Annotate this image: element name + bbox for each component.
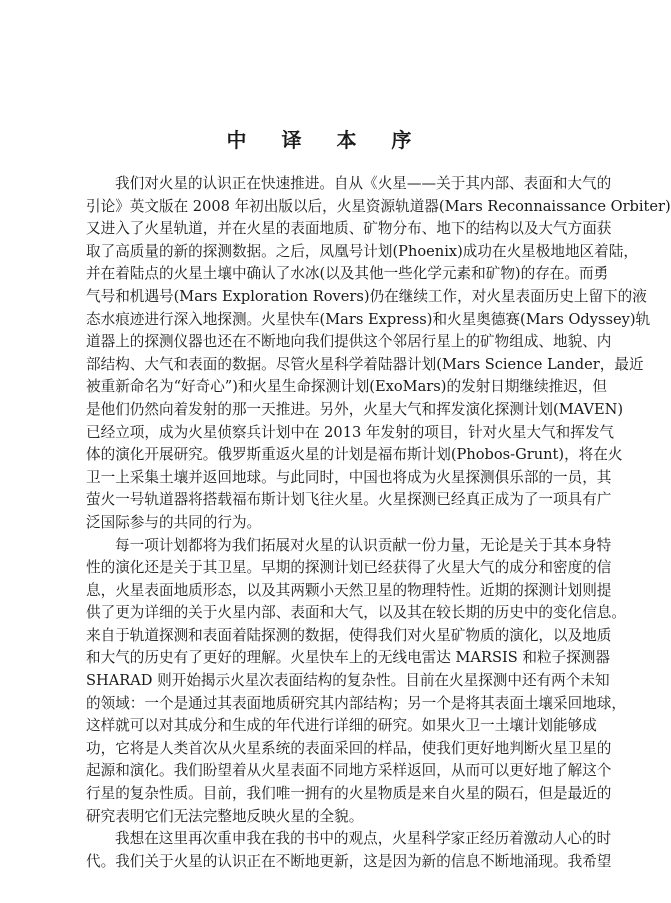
text-line: 行星的复杂性质。目前，我们唯一拥有的火星物质是来自火星的陨石，但是最近的 [86,785,612,803]
text-line: 引论》英文版在 2008 年初出版以后，火星资源轨道器(Mars Reconnaissance Orbiter) [86,197,671,215]
text-line: 气号和机遇号(Mars Exploration Rovers)仍在继续工作，对火星表面历史上留下的液 [86,287,647,305]
text-line: 取了高质量的新的探测数据。之后，凤凰号计划(Phoenix)成功在火星极地地区着陆， [86,242,638,260]
text-line: 我们对火星的认识正在快速推进。自从《火星——关于其内部、表面和大气的 [115,175,612,192]
text-line: 代。我们关于火星的认识正在不断地更新，这是因为新的信息不断地涌现。我希望 [86,852,612,870]
text-line: 和大气的历史有了更好的理解。火星快车上的无线电雷达 MARSIS 和粒子探测器 [86,649,610,667]
paragraph [86,535,626,829]
text-line: 泛国际参与的共同的行为。 [86,513,262,531]
text-line: 起源和演化。我们盼望着从火星表面不同地方采样返回，从而可以更好地了解这个 [86,762,612,780]
preface-body [86,173,671,873]
text-line: 体的演化开展研究。俄罗斯重返火星的计划是福布斯计划(Phobos-Grunt)，将在火 [86,446,623,464]
text-line: 这样就可以对其成分和生成的年代进行详细的研究。如果火卫一土壤计划能够成 [86,717,597,735]
text-line: 道器上的探测仪器也还在不断地向我们提供这个邻居行星上的矿物组成、地貌、内 [86,333,612,351]
text-line: 又进入了火星轨道，并在火星的表面地质、矿物分布、地下的结构以及大气方面获 [86,220,612,238]
text-line: 萤火一号轨道器将搭载福布斯计划飞往火星。火星探测已经真正成为了一项具有广 [86,491,612,509]
text-line: 供了更为详细的关于火星内部、表面和大气，以及其在较长期的历史中的变化信息。 [86,604,626,622]
text-line: 是他们仍然向着发射的那一天推进。另外，火星大气和挥发演化探测计划(MAVEN) [86,400,624,418]
text-line: 并在着陆点的火星土壤中确认了水冰(以及其他一些化学元素和矿物)的存在。而勇 [86,265,609,283]
text-line: 来自于轨道探测和表面着陆探测的数据，使得我们对火星矿物质的演化，以及地质 [86,626,612,644]
paragraph [86,828,612,873]
text-line: 部结构、大气和表面的数据。尽管火星科学着陆器计划(Mars Science Lander，最近 [86,355,644,373]
text-line: 已经立项，成为火星侦察兵计划中在 2013 年发射的项目，针对火星大气和挥发气 [86,423,615,441]
text-line: 被重新命名为“好奇心”)和火星生命探测计划(ExoMars)的发射日期继续推迟，但 [86,378,608,396]
text-line: 我想在这里再次重申我在我的书中的观点，火星科学家正经历着激动人心的时 [115,830,612,848]
text-line: 功，它将是人类首次从火星系统的表面采回的样品，使我们更好地判断火星卫星的 [86,739,612,757]
paragraph [86,173,671,535]
text-line: SHARAD 则开始揭示火星次表面结构的复杂性。目前在火星探测中还有两个未知 [86,672,610,690]
text-line: 每一项计划都将为我们拓展对火星的认识贡献一份力量，无论是关于其本身特 [115,536,612,554]
page-title: 中 译 本 序 [226,128,426,152]
text-line: 态水痕迹进行深入地探测。火星快车(Mars Express)和火星奥德赛(Mars Odyssey)轨 [86,310,651,328]
text-line: 研究表明它们无法完整地反映火星的全貌。 [86,807,364,825]
text-line: 性的演化还是关于其卫星。早期的探测计划已经获得了火星大气的成分和密度的信 [86,559,612,577]
text-line: 卫一上采集土壤并返回地球。与此同时，中国也将成为火星探测俱乐部的一员，其 [86,468,612,486]
text-line: 息，火星表面地质形态，以及其两颗小天然卫星的物理特性。近期的探测计划则提 [86,581,612,599]
text-line: 的领域：一个是通过其表面地质研究其内部结构；另一个是将其表面土壤采回地球， [86,694,626,712]
